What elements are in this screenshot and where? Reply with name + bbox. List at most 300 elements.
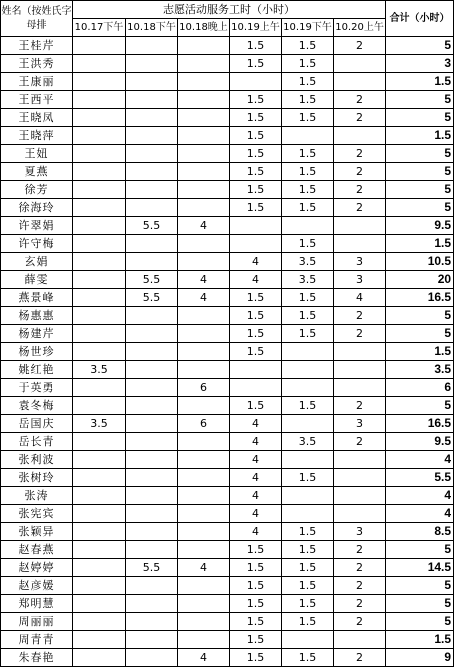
hours-cell: 1.5	[282, 649, 334, 667]
hours-cell: 1.5	[230, 307, 282, 325]
hours-cell: 5.5	[126, 289, 178, 307]
hours-cell	[178, 127, 230, 145]
volunteer-name-cell: 朱春艳	[1, 649, 73, 667]
total-hours-cell: 4	[386, 505, 454, 523]
hours-cell: 1.5	[230, 145, 282, 163]
hours-cell	[73, 559, 126, 577]
hours-cell: 6	[178, 379, 230, 397]
hours-cell: 4	[230, 415, 282, 433]
volunteer-name-cell: 赵婷婷	[1, 559, 73, 577]
hours-cell	[282, 631, 334, 649]
hours-cell: 1.5	[230, 91, 282, 109]
hours-cell: 3	[334, 271, 386, 289]
date-header: 10.18下午	[126, 19, 178, 37]
total-hours-cell: 5	[386, 109, 454, 127]
hours-cell	[126, 523, 178, 541]
hours-cell: 1.5	[230, 577, 282, 595]
volunteer-name-cell: 徐芳	[1, 181, 73, 199]
hours-cell	[126, 577, 178, 595]
total-hours-cell: 14.5	[386, 559, 454, 577]
hours-cell: 1.5	[230, 181, 282, 199]
hours-cell: 1.5	[282, 73, 334, 91]
volunteer-name-cell: 王晓萍	[1, 127, 73, 145]
hours-cell	[73, 199, 126, 217]
hours-cell: 1.5	[282, 307, 334, 325]
hours-cell: 1.5	[230, 109, 282, 127]
hours-cell	[178, 145, 230, 163]
total-hours-cell: 10.5	[386, 253, 454, 271]
table-row	[1, 397, 454, 415]
volunteer-name-cell: 周青青	[1, 631, 73, 649]
hours-cell	[126, 433, 178, 451]
hours-cell	[178, 253, 230, 271]
hours-cell	[334, 217, 386, 235]
total-hours-cell: 1.5	[386, 127, 454, 145]
hours-cell: 2	[334, 145, 386, 163]
hours-cell: 1.5	[282, 559, 334, 577]
hours-cell	[126, 631, 178, 649]
hours-cell	[282, 379, 334, 397]
total-hours-cell: 9.5	[386, 433, 454, 451]
hours-cell: 1.5	[230, 127, 282, 145]
table-row	[1, 109, 454, 127]
hours-cell: 4	[230, 505, 282, 523]
table-row	[1, 289, 454, 307]
hours-cell	[126, 505, 178, 523]
hours-cell	[282, 451, 334, 469]
hours-cell	[126, 541, 178, 559]
table-row	[1, 325, 454, 343]
hours-cell	[126, 325, 178, 343]
total-hours-cell: 1.5	[386, 235, 454, 253]
volunteer-name-cell: 于英勇	[1, 379, 73, 397]
total-hours-cell: 5	[386, 397, 454, 415]
table-row	[1, 217, 454, 235]
hours-cell	[73, 595, 126, 613]
hours-cell	[178, 235, 230, 253]
volunteer-name-cell: 张利波	[1, 451, 73, 469]
total-hours-cell: 5	[386, 577, 454, 595]
hours-cell	[73, 523, 126, 541]
hours-cell: 1.5	[230, 163, 282, 181]
hours-cell	[73, 541, 126, 559]
volunteer-name-cell: 王晓凤	[1, 109, 73, 127]
hours-cell	[178, 451, 230, 469]
table-row	[1, 415, 454, 433]
hours-cell: 1.5	[282, 55, 334, 73]
hours-cell	[73, 163, 126, 181]
hours-cell	[178, 487, 230, 505]
hours-cell	[73, 325, 126, 343]
table-row	[1, 541, 454, 559]
hours-cell: 4	[230, 253, 282, 271]
hours-cell	[178, 613, 230, 631]
hours-cell: 1.5	[230, 397, 282, 415]
hours-cell: 4	[230, 271, 282, 289]
hours-cell	[73, 433, 126, 451]
table-row	[1, 343, 454, 361]
hours-cell	[73, 487, 126, 505]
hours-cell: 2	[334, 577, 386, 595]
total-column-header: 合计（小时）	[386, 1, 454, 37]
hours-cell: 1.5	[282, 577, 334, 595]
table-row	[1, 253, 454, 271]
hours-cell	[178, 505, 230, 523]
hours-cell: 6	[178, 415, 230, 433]
hours-cell	[73, 109, 126, 127]
total-hours-cell: 6	[386, 379, 454, 397]
hours-cell: 2	[334, 559, 386, 577]
hours-cell	[73, 91, 126, 109]
hours-cell: 1.5	[282, 163, 334, 181]
hours-cell	[73, 271, 126, 289]
total-hours-cell: 8.5	[386, 523, 454, 541]
hours-cell: 2	[334, 541, 386, 559]
total-hours-cell: 5.5	[386, 469, 454, 487]
table-row	[1, 91, 454, 109]
hours-cell: 4	[178, 271, 230, 289]
hours-cell: 1.5	[282, 181, 334, 199]
volunteer-name-cell: 张宪宾	[1, 505, 73, 523]
table-row	[1, 361, 454, 379]
name-column-header: 姓名（按姓氏字母排	[1, 1, 73, 37]
hours-cell	[178, 343, 230, 361]
volunteer-name-cell: 玄娟	[1, 253, 73, 271]
table-row	[1, 55, 454, 73]
hours-cell: 1.5	[230, 199, 282, 217]
total-hours-cell: 1.5	[386, 343, 454, 361]
hours-cell	[73, 577, 126, 595]
hours-cell: 3.5	[282, 253, 334, 271]
hours-cell: 4	[178, 559, 230, 577]
hours-cell	[126, 649, 178, 667]
hours-cell	[230, 73, 282, 91]
hours-cell	[334, 343, 386, 361]
hours-cell	[126, 487, 178, 505]
hours-cell: 1.5	[282, 397, 334, 415]
hours-cell: 2	[334, 325, 386, 343]
table-row	[1, 127, 454, 145]
hours-cell	[178, 181, 230, 199]
hours-cell: 1.5	[230, 343, 282, 361]
hours-cell: 4	[230, 451, 282, 469]
hours-cell	[282, 361, 334, 379]
hours-cell: 1.5	[282, 91, 334, 109]
hours-cell	[126, 397, 178, 415]
hours-cell	[334, 73, 386, 91]
total-hours-cell: 1.5	[386, 73, 454, 91]
hours-cell	[178, 55, 230, 73]
hours-cell	[282, 217, 334, 235]
hours-cell: 2	[334, 307, 386, 325]
volunteer-name-cell: 张涛	[1, 487, 73, 505]
volunteer-name-cell: 许守梅	[1, 235, 73, 253]
hours-cell	[334, 631, 386, 649]
volunteer-name-cell: 薛雯	[1, 271, 73, 289]
total-hours-cell: 20	[386, 271, 454, 289]
hours-cell: 1.5	[230, 631, 282, 649]
hours-cell: 3	[334, 253, 386, 271]
hours-cell	[178, 163, 230, 181]
hours-cell: 5.5	[126, 217, 178, 235]
hours-cell	[126, 253, 178, 271]
volunteer-name-cell: 岳长青	[1, 433, 73, 451]
total-hours-cell: 5	[386, 325, 454, 343]
hours-cell: 1.5	[282, 523, 334, 541]
date-header: 10.17下午	[73, 19, 126, 37]
volunteer-name-cell: 赵春燕	[1, 541, 73, 559]
volunteer-name-cell: 岳国庆	[1, 415, 73, 433]
hours-cell	[178, 91, 230, 109]
table-row	[1, 523, 454, 541]
hours-cell	[282, 127, 334, 145]
total-hours-cell: 9	[386, 649, 454, 667]
hours-cell	[126, 199, 178, 217]
volunteer-name-cell: 袁冬梅	[1, 397, 73, 415]
total-hours-cell: 9.5	[386, 217, 454, 235]
hours-cell	[230, 361, 282, 379]
table-row	[1, 559, 454, 577]
hours-cell	[73, 451, 126, 469]
table-row	[1, 73, 454, 91]
table-row	[1, 271, 454, 289]
hours-cell	[178, 523, 230, 541]
hours-cell: 1.5	[282, 613, 334, 631]
hours-cell	[126, 91, 178, 109]
hours-cell	[230, 379, 282, 397]
hours-cell	[334, 487, 386, 505]
table-row	[1, 379, 454, 397]
hours-cell	[282, 505, 334, 523]
hours-cell	[126, 37, 178, 55]
hours-cell	[73, 37, 126, 55]
table-row	[1, 37, 454, 55]
hours-cell: 1.5	[230, 55, 282, 73]
date-header: 10.19上午	[230, 19, 282, 37]
hours-cell: 1.5	[230, 325, 282, 343]
hours-cell	[73, 343, 126, 361]
hours-cell	[126, 235, 178, 253]
hours-cell: 2	[334, 181, 386, 199]
hours-cell	[230, 235, 282, 253]
hours-cell	[178, 361, 230, 379]
hours-cell: 3.5	[73, 415, 126, 433]
hours-cell: 1.5	[282, 37, 334, 55]
total-hours-cell: 5	[386, 181, 454, 199]
date-header: 10.19下午	[282, 19, 334, 37]
total-hours-cell: 4	[386, 487, 454, 505]
hours-cell: 2	[334, 433, 386, 451]
volunteer-name-cell: 王桂芹	[1, 37, 73, 55]
hours-cell: 4	[230, 469, 282, 487]
total-hours-cell: 5	[386, 145, 454, 163]
hours-cell	[126, 451, 178, 469]
table-row	[1, 235, 454, 253]
hours-cell: 5.5	[126, 271, 178, 289]
table-row	[1, 163, 454, 181]
hours-cell	[282, 415, 334, 433]
hours-cell: 1.5	[282, 541, 334, 559]
total-hours-cell: 3.5	[386, 361, 454, 379]
hours-cell	[334, 361, 386, 379]
total-hours-cell: 16.5	[386, 415, 454, 433]
hours-cell	[126, 109, 178, 127]
volunteer-name-cell: 张颖异	[1, 523, 73, 541]
hours-cell: 3	[334, 415, 386, 433]
table-row	[1, 199, 454, 217]
hours-cell	[178, 433, 230, 451]
total-hours-cell: 5	[386, 307, 454, 325]
hours-cell	[178, 73, 230, 91]
hours-cell	[73, 631, 126, 649]
hours-cell: 1.5	[282, 235, 334, 253]
hours-cell	[334, 55, 386, 73]
hours-cell: 2	[334, 649, 386, 667]
date-header: 10.18晚上	[178, 19, 230, 37]
hours-cell	[73, 469, 126, 487]
volunteer-name-cell: 燕景峰	[1, 289, 73, 307]
hours-cell	[73, 649, 126, 667]
hours-cell	[126, 73, 178, 91]
hours-cell: 1.5	[282, 199, 334, 217]
hours-cell	[334, 235, 386, 253]
hours-cell: 4	[230, 487, 282, 505]
hours-cell: 1.5	[282, 325, 334, 343]
total-hours-cell: 5	[386, 595, 454, 613]
hours-cell	[126, 343, 178, 361]
hours-cell	[73, 217, 126, 235]
volunteer-name-cell: 杨惠惠	[1, 307, 73, 325]
hours-cell: 2	[334, 163, 386, 181]
hours-cell: 4	[178, 217, 230, 235]
hours-cell	[178, 577, 230, 595]
volunteer-name-cell: 王西平	[1, 91, 73, 109]
hours-cell: 1.5	[282, 109, 334, 127]
volunteer-name-cell: 周丽丽	[1, 613, 73, 631]
hours-cell: 1.5	[282, 145, 334, 163]
hours-cell	[126, 127, 178, 145]
total-hours-cell: 5	[386, 91, 454, 109]
hours-cell: 2	[334, 613, 386, 631]
hours-cell: 2	[334, 397, 386, 415]
hours-cell	[126, 55, 178, 73]
table-row	[1, 433, 454, 451]
table-row	[1, 577, 454, 595]
hours-cell	[334, 451, 386, 469]
hours-cell	[334, 379, 386, 397]
hours-cell	[73, 397, 126, 415]
hours-cell	[178, 595, 230, 613]
hours-cell: 3.5	[73, 361, 126, 379]
total-hours-cell: 5	[386, 37, 454, 55]
table-row	[1, 181, 454, 199]
hours-cell	[73, 127, 126, 145]
hours-cell	[126, 307, 178, 325]
volunteer-name-cell: 王洪秀	[1, 55, 73, 73]
hours-cell: 1.5	[230, 37, 282, 55]
hours-cell	[178, 325, 230, 343]
table-row	[1, 595, 454, 613]
hours-cell	[73, 181, 126, 199]
volunteer-name-cell: 郑明慧	[1, 595, 73, 613]
hours-cell: 1.5	[230, 649, 282, 667]
hours-cell: 2	[334, 199, 386, 217]
hours-cell	[178, 37, 230, 55]
hours-cell	[282, 487, 334, 505]
volunteer-name-cell: 杨世珍	[1, 343, 73, 361]
date-header: 10.20上午	[334, 19, 386, 37]
hours-cell: 3.5	[282, 271, 334, 289]
total-hours-cell: 1.5	[386, 631, 454, 649]
volunteer-name-cell: 徐海玲	[1, 199, 73, 217]
hours-cell: 4	[230, 523, 282, 541]
hours-cell	[73, 505, 126, 523]
volunteer-name-cell: 张树玲	[1, 469, 73, 487]
hours-cell: 2	[334, 91, 386, 109]
table-row	[1, 505, 454, 523]
hours-cell	[126, 379, 178, 397]
hours-cell	[178, 631, 230, 649]
hours-cell	[73, 253, 126, 271]
hours-cell	[178, 397, 230, 415]
hours-cell	[73, 307, 126, 325]
hours-cell: 1.5	[282, 469, 334, 487]
hours-cell	[334, 505, 386, 523]
hours-cell: 4	[334, 289, 386, 307]
hours-cell: 3.5	[282, 433, 334, 451]
hours-cell: 1.5	[282, 289, 334, 307]
hours-cell	[73, 73, 126, 91]
table-row	[1, 613, 454, 631]
table-row	[1, 469, 454, 487]
volunteer-name-cell: 姚红艳	[1, 361, 73, 379]
hours-cell: 4	[178, 289, 230, 307]
hours-cell	[126, 163, 178, 181]
hours-cell	[178, 199, 230, 217]
hours-cell	[334, 469, 386, 487]
hours-cell	[126, 145, 178, 163]
hours-cell	[178, 307, 230, 325]
hours-cell	[126, 469, 178, 487]
table-row	[1, 487, 454, 505]
hours-cell: 2	[334, 37, 386, 55]
volunteer-name-cell: 王妞	[1, 145, 73, 163]
total-hours-cell: 5	[386, 541, 454, 559]
hours-cell	[282, 343, 334, 361]
total-hours-cell: 4	[386, 451, 454, 469]
hours-cell: 1.5	[282, 595, 334, 613]
hours-cell	[126, 415, 178, 433]
hours-cell: 1.5	[230, 595, 282, 613]
table-row	[1, 451, 454, 469]
hours-cell: 1.5	[230, 289, 282, 307]
hours-cell: 5.5	[126, 559, 178, 577]
hours-cell	[126, 181, 178, 199]
hours-cell	[126, 613, 178, 631]
hours-cell	[334, 127, 386, 145]
hours-cell	[73, 613, 126, 631]
total-hours-cell: 16.5	[386, 289, 454, 307]
hours-cell	[230, 217, 282, 235]
table-row	[1, 307, 454, 325]
volunteer-name-cell: 许翠娟	[1, 217, 73, 235]
hours-cell	[178, 541, 230, 559]
hours-cell: 4	[178, 649, 230, 667]
total-hours-cell: 3	[386, 55, 454, 73]
hours-cell	[73, 235, 126, 253]
total-hours-cell: 5	[386, 613, 454, 631]
hours-cell	[73, 379, 126, 397]
